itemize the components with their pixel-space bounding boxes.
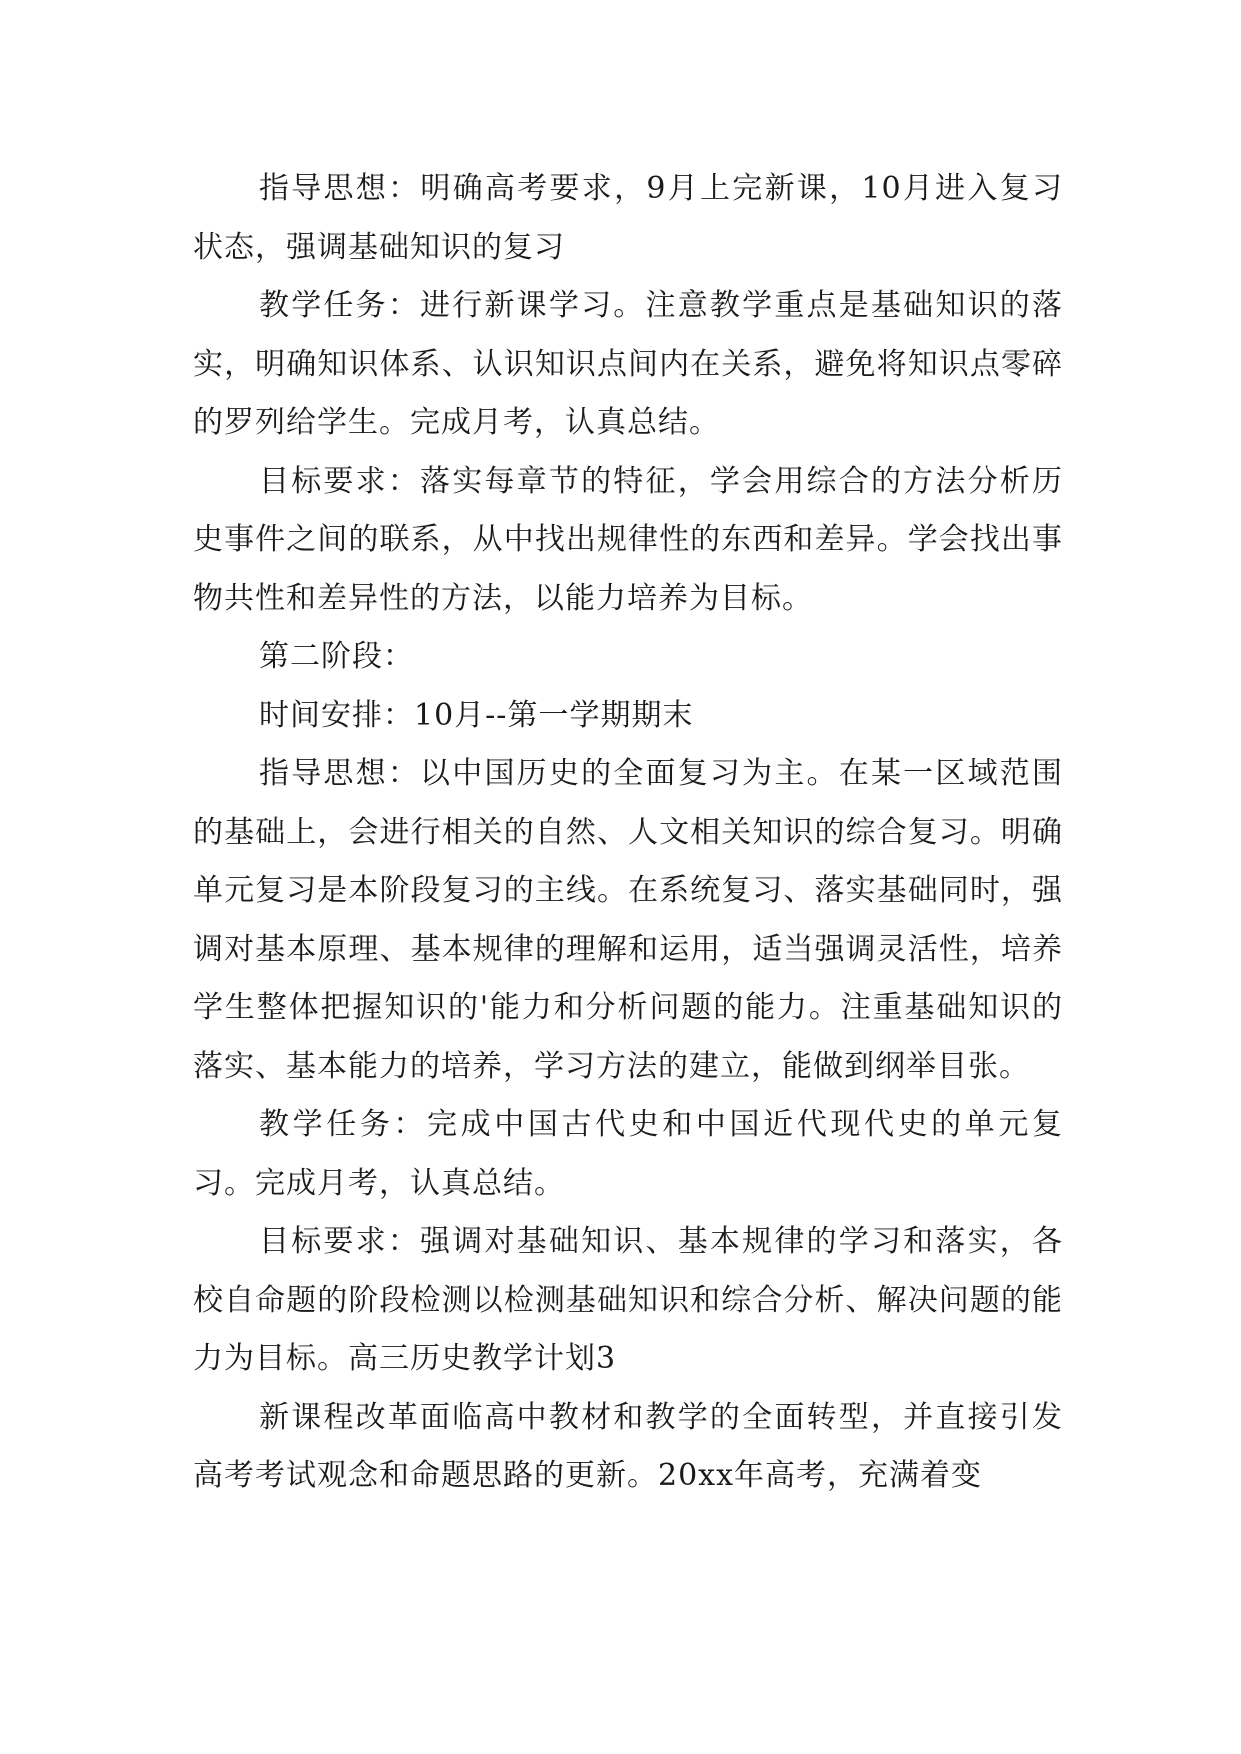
paragraph-new-curriculum: 新课程改革面临高中教材和教学的全面转型，并直接引发高考考试观念和命题思路的更新。20xx年高考，充满着变 (193, 1399, 1063, 1493)
paragraph-guiding-idea-2: 指导思想：以中国历史的全面复习为主。在某一区域范围的基础上，会进行相关的自然、人文相关知识的综合复习。明确单元复习是本阶段复习的主线。在系统复习、落实基础同时，强调对基本原理、基本规律的理解和运用，适当强调灵活性，培养学生整体把握知识的'能力和分析问题的能力。注重基础知识的落实、基本能力的培养，学习方法的建立，能做到纲举目张。 (193, 756, 1063, 1084)
paragraph-target-requirement-1: 目标要求：落实每章节的特征，学会用综合的方法分析历史事件之间的联系，从中找出规律性的东西和差异。学会找出事物共性和差异性的方法，以能力培养为目标。 (193, 463, 1063, 616)
paragraph-teaching-task-2: 教学任务：完成中国古代史和中国近代现代史的单元复习。完成月考，认真总结。 (193, 1107, 1063, 1201)
paragraph-time-schedule: 时间安排：10月--第一学期期末 (259, 697, 694, 733)
paragraph-stage-two-heading: 第二阶段： (259, 639, 414, 674)
paragraph-teaching-task-1: 教学任务：进行新课学习。注意教学重点是基础知识的落实，明确知识体系、认识知识点间内在关系，避免将知识点零碎的罗列给学生。完成月考，认真总结。 (193, 288, 1063, 440)
paragraph-guiding-idea-1: 指导思想：明确高考要求，9月上完新课，10月进入复习状态，强调基础知识的复习 (193, 171, 1063, 265)
paragraph-target-requirement-2: 目标要求：强调对基础知识、基本规律的学习和落实，各校自命题的阶段检测以检测基础知识和综合分析、解决问题的能力为目标。高三历史教学计划3 (193, 1224, 1063, 1376)
document-body (193, 160, 1063, 1506)
